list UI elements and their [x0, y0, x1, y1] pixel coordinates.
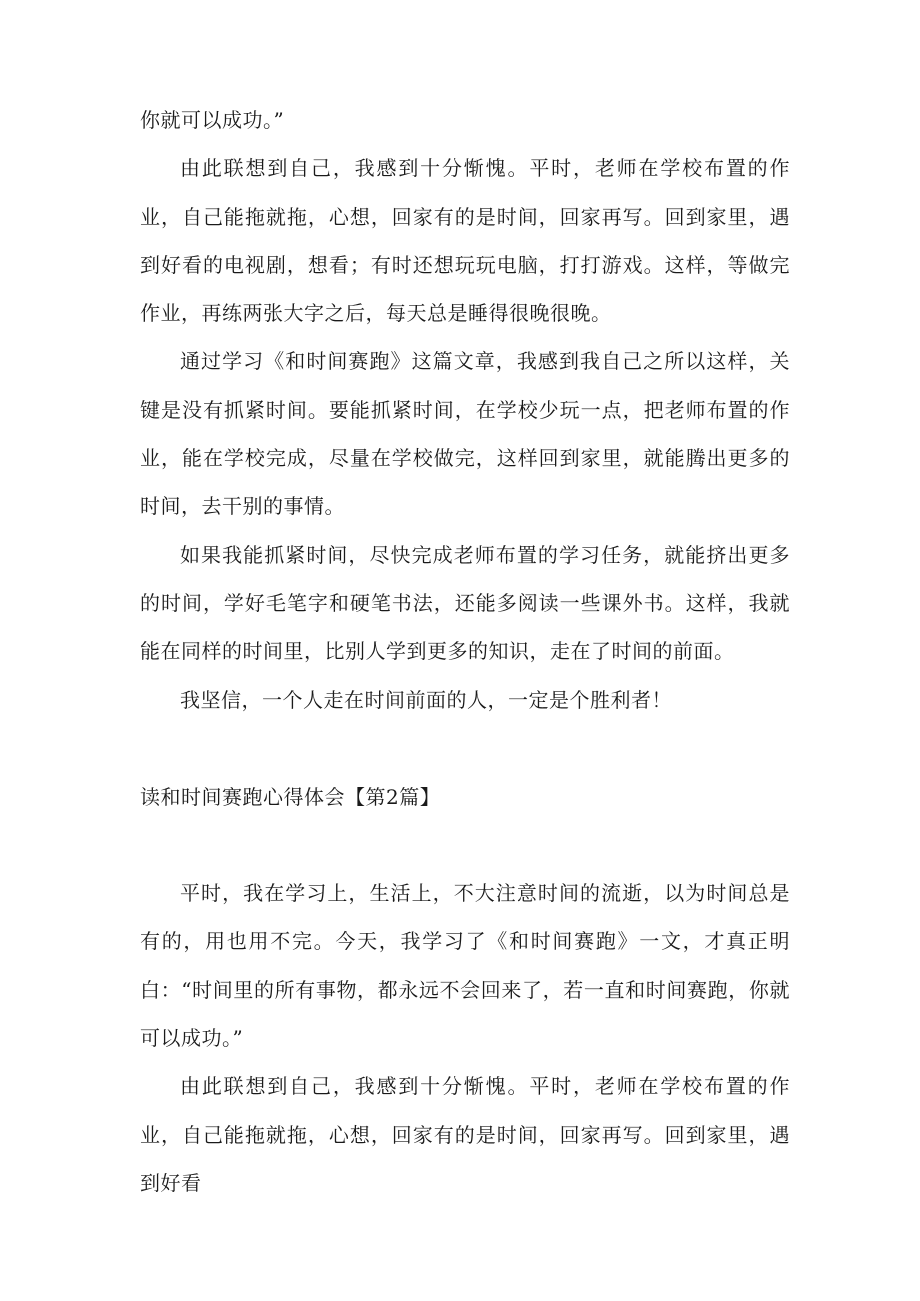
- paragraph-conclusion: 我坚信，一个人走在时间前面的人，一定是个胜利者！: [180, 687, 672, 712]
- heading-spacer: [140, 821, 790, 869]
- paragraph-continuation: 你就可以成功。”: [140, 108, 285, 132]
- section-spacer: [140, 724, 790, 773]
- document-body: [140, 96, 790, 1207]
- paragraph-lesson: 通过学习《和时间赛跑》这篇文章，我感到我自己之所以这样，关键是没有抓紧时间。要能抓紧时间，在学校少玩一点，把老师布置的作业，能在学校完成，尽量在学校做完，这样回到家里，就能腾出更多的时间，去干别的事情。: [140, 349, 790, 519]
- paragraph-reflection: 由此联想到自己，我感到十分惭愧。平时，老师在学校布置的作业，自己能拖就拖，心想，回家有的是时间，回家再写。回到家里，遇到好看的电视剧，想看；有时还想玩玩电脑，打打游戏。这样，等做完作业，再练两张大字之后，每天总是睡得很晚很晚。: [140, 156, 790, 326]
- section-heading: 读和时间赛跑心得体会【第2篇】: [140, 784, 441, 809]
- paragraph-plan: 如果我能抓紧时间，尽快完成老师布置的学习任务，就能挤出更多的时间，学好毛笔字和硬笔书法，还能多阅读一些课外书。这样，我就能在同样的时间里，比别人学到更多的知识，走在了时间的前面。: [140, 542, 790, 664]
- paragraph-intro: 平时，我在学习上，生活上，不大注意时间的流逝，以为时间总是有的，用也用不完。今天，我学习了《和时间赛跑》一文，才真正明白：“时间里的所有事物，都永远不会回来了，若一直和时间赛跑，你就可以成功。”: [140, 881, 790, 1051]
- paragraph-reflection-2: 由此联想到自己，我感到十分惭愧。平时，老师在学校布置的作业，自己能拖就拖，心想，回家有的是时间，回家再写。回到家里，遇到好看: [140, 1074, 790, 1195]
